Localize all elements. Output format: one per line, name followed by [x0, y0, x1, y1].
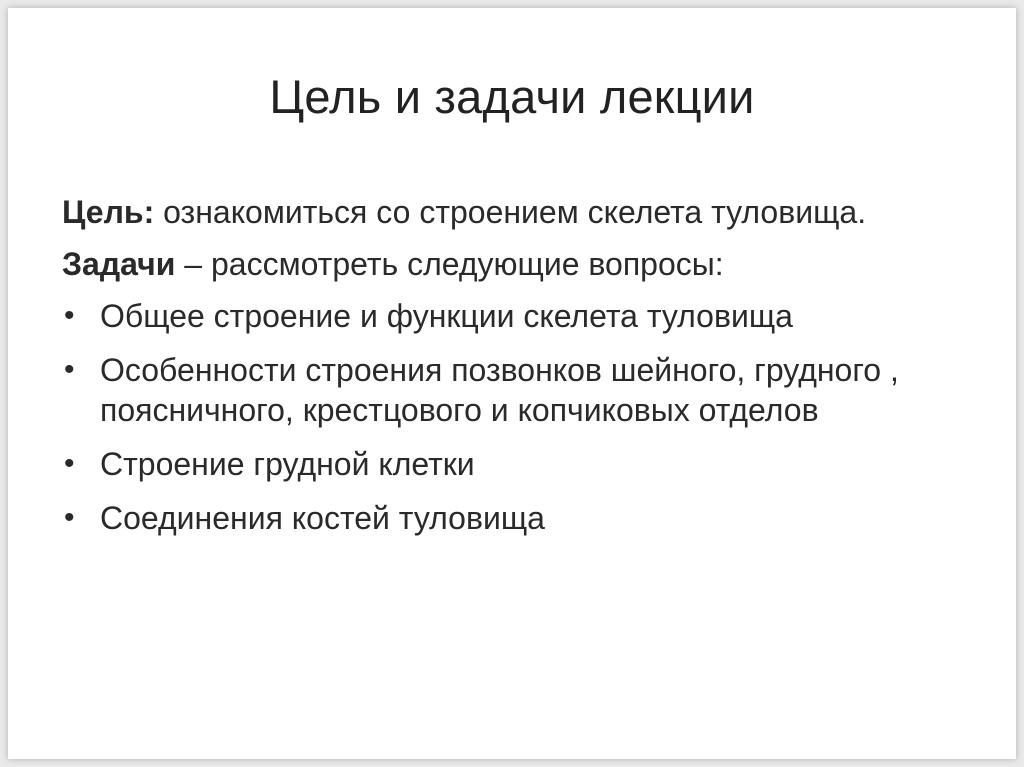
- list-item: [62, 498, 982, 538]
- list-item: [62, 296, 982, 336]
- bullet-icon: •: [64, 353, 75, 386]
- list-item-text: Особенности строения позвонков шейного, грудного , поясничного, крестцового и копчиковых отделов: [100, 352, 899, 428]
- goal-paragraph: [62, 192, 982, 232]
- tasks-label: Задачи: [62, 246, 176, 282]
- list-item-text: Соединения костей туловища: [100, 500, 545, 536]
- slide-title: Цель и задачи лекции: [269, 70, 755, 123]
- list-item: [62, 444, 982, 484]
- goal-label: Цель:: [62, 194, 155, 230]
- bullet-icon: •: [64, 447, 75, 480]
- slide: [8, 8, 1016, 759]
- slide-content: [62, 192, 982, 552]
- task-list: [62, 296, 982, 538]
- list-item: [62, 350, 982, 430]
- bullet-icon: •: [64, 299, 75, 332]
- goal-text: ознакомиться со строением скелета туловища.: [154, 194, 867, 230]
- list-item-text: Общее строение и функции скелета туловища: [100, 298, 793, 334]
- tasks-text: – рассмотреть следующие вопросы:: [175, 246, 724, 282]
- bullet-icon: •: [64, 501, 75, 534]
- tasks-paragraph: [62, 244, 982, 284]
- list-item-text: Строение грудной клетки: [100, 446, 475, 482]
